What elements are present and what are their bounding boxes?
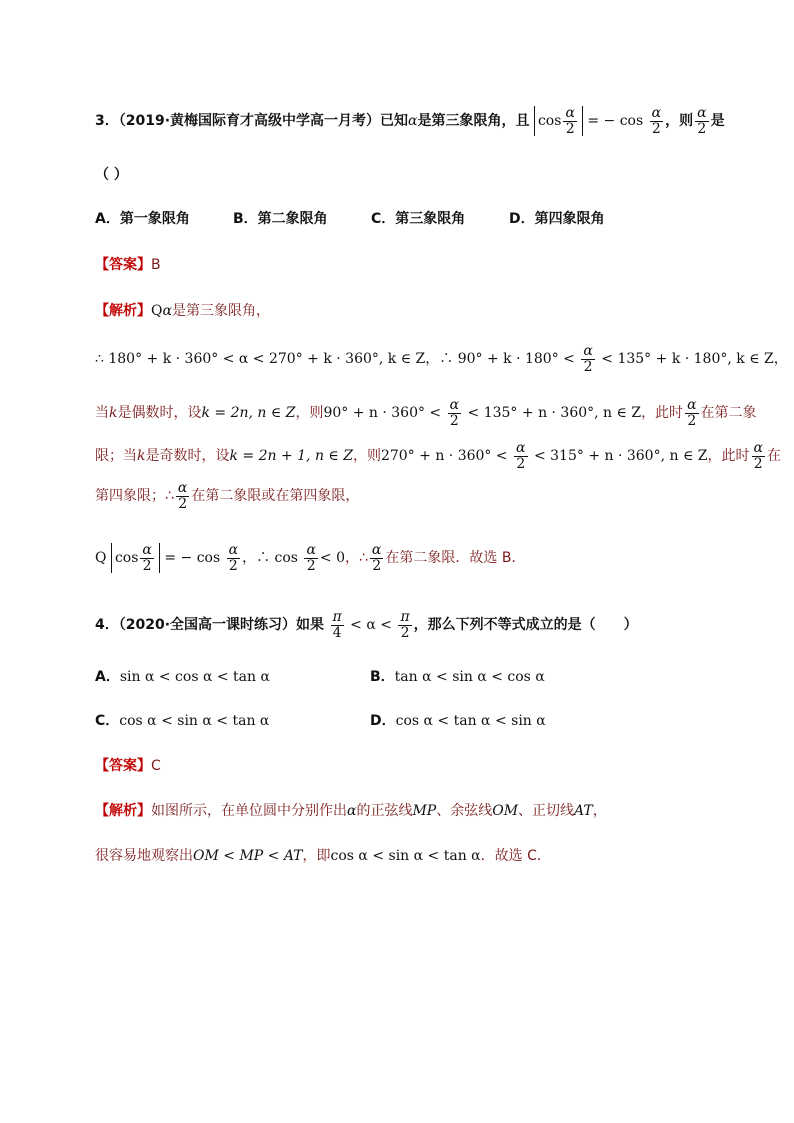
denominator: 2 bbox=[228, 557, 238, 574]
because-symbol: Q bbox=[151, 303, 163, 319]
numerator: α bbox=[651, 105, 662, 121]
analysis-text: 在第二象限．故选 B． bbox=[385, 550, 526, 567]
numerator: α bbox=[697, 105, 707, 121]
q4-stem bbox=[95, 610, 638, 640]
numerator: α bbox=[583, 343, 593, 359]
fraction-alpha-over-2 bbox=[176, 481, 189, 511]
alpha-symbol: α bbox=[408, 113, 418, 130]
q4-option-b bbox=[370, 666, 545, 686]
answer-tag: 【答案】 bbox=[95, 257, 151, 273]
numerator: α bbox=[306, 542, 316, 558]
analysis-text: ， bbox=[592, 803, 607, 819]
punctuation: ， bbox=[773, 351, 788, 368]
analysis-text: ，则 bbox=[352, 448, 381, 465]
q3-analysis-line-1 bbox=[95, 300, 270, 320]
tangent-line-label: AT bbox=[574, 803, 593, 819]
cos-label: cos bbox=[537, 113, 562, 130]
k-symbol: k bbox=[109, 405, 118, 422]
q3-analysis-line-5 bbox=[95, 481, 359, 511]
q3-stem-text: 已知 bbox=[380, 113, 409, 130]
analysis-text: 是第三象限角， bbox=[171, 303, 270, 319]
inequality: OM < MP < AT bbox=[193, 848, 303, 864]
numerator: α bbox=[753, 440, 763, 456]
q4-stem-text: 如果 bbox=[296, 617, 325, 634]
option-label: D． bbox=[370, 713, 396, 729]
fraction-alpha-over-2 bbox=[581, 344, 594, 374]
q4-stem-text: ，那么下列不等式成立的是（ ） bbox=[413, 617, 638, 634]
q3-stem-text: 是 bbox=[710, 113, 725, 130]
numerator: α bbox=[516, 440, 526, 456]
option-text: tan α < sin α < cos α bbox=[394, 669, 545, 685]
analysis-text: 是奇数时，设 bbox=[145, 448, 230, 465]
analysis-text: 第四象限；∴ bbox=[95, 488, 174, 505]
inequality: < 135° + k · 180°, k ∈ Z bbox=[601, 351, 774, 368]
fraction-alpha-over-2 bbox=[140, 543, 153, 573]
answer-value: B bbox=[151, 257, 161, 273]
numerator: α bbox=[142, 542, 152, 558]
q3-number: 3． bbox=[95, 113, 119, 130]
q4-number: 4． bbox=[95, 617, 119, 634]
q4-answer bbox=[95, 755, 161, 775]
denominator: 4 bbox=[332, 624, 342, 641]
analysis-text: 很容易地观察出 bbox=[95, 848, 193, 864]
equation-text: = − cos bbox=[164, 550, 221, 567]
denominator: 2 bbox=[142, 557, 152, 574]
inequality: ，∴ 90° + k · 180° < bbox=[425, 351, 575, 368]
q3-option-b: B．第二象限角 bbox=[233, 211, 328, 227]
denominator: 2 bbox=[753, 455, 763, 472]
fraction-alpha-over-2 bbox=[695, 106, 708, 136]
q4-option-c bbox=[95, 710, 269, 730]
inequality: ∴ 180° + k · 360° < α < 270° + k · 360°, k ∈ Z bbox=[95, 351, 426, 368]
analysis-tag: 【解析】 bbox=[95, 803, 151, 819]
analysis-text: 是偶数时，设 bbox=[117, 405, 202, 422]
analysis-text: 如图所示，在单位圆中分别作出 bbox=[151, 803, 347, 819]
inequality: 270° + n · 360° < bbox=[380, 448, 508, 465]
fraction-alpha-over-2 bbox=[370, 543, 383, 573]
cos-label: cos bbox=[114, 550, 139, 567]
fraction-pi-over-4 bbox=[331, 610, 344, 640]
analysis-text: ，∴ bbox=[345, 550, 368, 567]
denominator: 2 bbox=[516, 455, 526, 472]
option-label: C． bbox=[95, 713, 120, 729]
analysis-text: ，则 bbox=[295, 405, 324, 422]
cosine-line-label: OM bbox=[492, 803, 519, 819]
q3-option-d: D．第四象限角 bbox=[509, 211, 605, 227]
analysis-text: ．故选 C． bbox=[480, 848, 551, 864]
option-label: A． bbox=[95, 669, 120, 685]
q3-analysis-line-3 bbox=[95, 398, 757, 428]
analysis-text: 、正切线 bbox=[518, 803, 575, 819]
equation-text: < 0 bbox=[319, 550, 345, 567]
fraction-alpha-over-2 bbox=[304, 543, 317, 573]
k-symbol: k bbox=[137, 448, 146, 465]
denominator: 2 bbox=[687, 412, 697, 429]
denominator: 2 bbox=[697, 120, 707, 137]
numerator: π bbox=[400, 609, 410, 625]
analysis-text: 的正弦线 bbox=[356, 803, 413, 819]
fraction-alpha-over-2 bbox=[563, 106, 576, 136]
q3-analysis-line-2 bbox=[95, 344, 788, 374]
abs-cos-half-alpha bbox=[534, 106, 583, 136]
denominator: 2 bbox=[178, 495, 188, 512]
because-symbol: Q bbox=[95, 550, 107, 567]
q3-paren: （ ） bbox=[95, 167, 128, 183]
q3-source: （2019·黄梅国际育才高级中学高一月考） bbox=[118, 113, 381, 130]
q3-stem bbox=[95, 106, 725, 136]
analysis-text: 当 bbox=[95, 405, 109, 422]
equation: k = 2n, n ∈ Z bbox=[201, 405, 296, 422]
q4-source: （2020·全国高一课时练习） bbox=[118, 617, 297, 634]
alpha-symbol: α bbox=[162, 303, 172, 319]
analysis-text: ，即 bbox=[302, 848, 331, 864]
equation-text: = − cos bbox=[587, 113, 644, 130]
fraction-alpha-over-2 bbox=[448, 398, 461, 428]
numerator: α bbox=[371, 542, 382, 558]
denominator: 2 bbox=[583, 358, 593, 375]
denominator: 2 bbox=[651, 120, 661, 137]
option-text: cos α < tan α < sin α bbox=[395, 713, 546, 729]
q3-analysis-line-6 bbox=[95, 543, 525, 573]
fraction-alpha-over-2 bbox=[752, 441, 765, 471]
option-text: sin α < cos α < tan α bbox=[119, 669, 270, 685]
analysis-text: 、余弦线 bbox=[436, 803, 493, 819]
fraction-pi-over-2 bbox=[398, 610, 411, 640]
denominator: 2 bbox=[565, 120, 575, 137]
analysis-text: 在第二象 bbox=[700, 405, 757, 422]
denominator: 2 bbox=[372, 557, 382, 574]
q4-analysis-line-1 bbox=[95, 800, 607, 820]
q3-answer bbox=[95, 254, 161, 274]
numerator: α bbox=[565, 105, 575, 121]
q3-option-c: C．第三象限角 bbox=[371, 211, 466, 227]
q4-analysis-line-2 bbox=[95, 845, 551, 865]
analysis-text: 在 bbox=[766, 448, 781, 465]
numerator: α bbox=[177, 480, 188, 496]
numerator: α bbox=[687, 397, 697, 413]
q3-option-a: A．第一象限角 bbox=[95, 211, 190, 227]
sine-line-label: MP bbox=[412, 803, 437, 819]
fraction-alpha-over-2 bbox=[227, 543, 240, 573]
fraction-alpha-over-2 bbox=[514, 441, 527, 471]
inequality: 90° + n · 360° < bbox=[323, 405, 442, 422]
inequality: < α < bbox=[350, 617, 392, 634]
fraction-alpha-over-2 bbox=[650, 106, 663, 136]
answer-tag: 【答案】 bbox=[95, 758, 151, 774]
q3-stem-text: ，则 bbox=[665, 113, 694, 130]
denominator: 2 bbox=[306, 557, 316, 574]
denominator: 2 bbox=[449, 412, 459, 429]
numerator: π bbox=[332, 609, 342, 625]
numerator: α bbox=[449, 397, 460, 413]
inequality: < 135° + n · 360°, n ∈ Z bbox=[467, 405, 642, 422]
analysis-text: 限；当 bbox=[95, 448, 137, 465]
q3-stem-text: 是第三象限角，且 bbox=[417, 113, 530, 130]
fraction-alpha-over-2 bbox=[685, 398, 698, 428]
analysis-text: ，此时 bbox=[707, 448, 750, 465]
abs-cos-half-alpha bbox=[111, 543, 160, 573]
option-text: cos α < sin α < tan α bbox=[119, 713, 270, 729]
answer-value: C bbox=[151, 758, 161, 774]
analysis-text: ，此时 bbox=[641, 405, 684, 422]
q4-option-a bbox=[95, 666, 270, 686]
alpha-symbol: α bbox=[347, 803, 357, 819]
option-label: B． bbox=[370, 669, 395, 685]
denominator: 2 bbox=[400, 624, 410, 641]
analysis-tag: 【解析】 bbox=[95, 303, 151, 319]
equation: k = 2n + 1, n ∈ Z bbox=[229, 448, 353, 465]
numerator: α bbox=[228, 542, 239, 558]
analysis-text: 在第二象限或在第四象限， bbox=[191, 488, 360, 505]
q4-option-d bbox=[370, 710, 546, 730]
inequality: < 315° + n · 360°, n ∈ Z bbox=[533, 448, 708, 465]
q3-analysis-line-4 bbox=[95, 441, 781, 471]
inequality: cos α < sin α < tan α bbox=[330, 848, 481, 864]
equation-text: ，∴ cos bbox=[242, 550, 298, 567]
